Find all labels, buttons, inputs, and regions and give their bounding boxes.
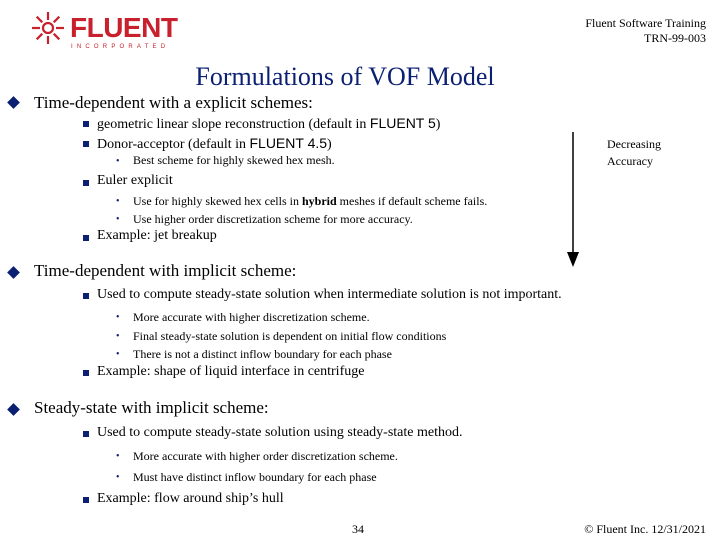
level3-bullet-icon: • bbox=[116, 214, 120, 225]
accuracy-label-line: Decreasing bbox=[607, 137, 661, 151]
sub-item: Final steady-state solution is dependent on initial flow conditions bbox=[133, 329, 447, 343]
level3-bullet-icon: • bbox=[116, 472, 120, 483]
level2-bullet-icon bbox=[83, 235, 89, 241]
list-item bbox=[97, 115, 440, 133]
list-item-text-emphasis: FLUENT 4.5 bbox=[249, 135, 328, 151]
list-item: Used to compute steady-state solution using steady-state method. bbox=[97, 425, 463, 440]
level2-bullet-icon bbox=[83, 141, 89, 147]
list-item: Example: jet breakup bbox=[97, 228, 217, 243]
section-heading: Steady-state with implicit scheme: bbox=[34, 398, 269, 417]
section-heading: Time-dependent with implicit scheme: bbox=[34, 261, 297, 280]
list-item: Euler explicit bbox=[97, 173, 173, 188]
list-item: Example: shape of liquid interface in centrifuge bbox=[97, 364, 365, 379]
down-arrow-icon bbox=[566, 132, 580, 268]
level1-bullet-icon bbox=[7, 403, 20, 416]
level2-bullet-icon bbox=[83, 431, 89, 437]
logo-wordmark: FLUENT bbox=[70, 12, 178, 43]
level2-bullet-icon bbox=[83, 370, 89, 376]
sub-item-bold-text: hybrid bbox=[301, 194, 337, 208]
level1-bullet-icon bbox=[7, 266, 20, 279]
list-item-text: ) bbox=[435, 117, 441, 132]
level2-bullet-icon bbox=[83, 121, 89, 127]
sub-item: More accurate with higher order discretization scheme. bbox=[133, 449, 398, 463]
sub-item bbox=[133, 194, 487, 209]
sub-item-text: Use for highly skewed hex cells in bbox=[133, 194, 302, 208]
sub-item: Use higher order discretization scheme for more accuracy. bbox=[133, 212, 413, 226]
level2-bullet-icon bbox=[83, 180, 89, 186]
level2-bullet-icon bbox=[83, 293, 89, 299]
list-item-text-emphasis: FLUENT 5 bbox=[369, 115, 436, 131]
accuracy-label-line: Accuracy bbox=[607, 154, 653, 168]
list-item: Example: flow around ship’s hull bbox=[97, 491, 284, 506]
level3-bullet-icon: • bbox=[116, 312, 120, 323]
slide-title: Formulations of VOF Model bbox=[195, 62, 495, 91]
header-training-title: Fluent Software Training bbox=[585, 16, 706, 30]
section-heading: Time-dependent with a explicit schemes: bbox=[34, 93, 313, 112]
sub-item-text: meshes if default scheme fails. bbox=[336, 194, 488, 208]
level1-bullet-icon bbox=[7, 96, 20, 109]
list-item: Used to compute steady-state solution when intermediate solution is not important. bbox=[97, 287, 562, 302]
list-item-text: geometric linear slope reconstruction (default in bbox=[97, 117, 370, 132]
sub-item: More accurate with higher discretization scheme. bbox=[133, 310, 370, 324]
list-item bbox=[97, 135, 332, 153]
header-course-code: TRN-99-003 bbox=[644, 31, 706, 45]
level3-bullet-icon: • bbox=[116, 331, 120, 342]
logo-subtitle: INCORPORATED bbox=[71, 44, 170, 50]
fluent-emblem-icon bbox=[30, 10, 66, 46]
level3-bullet-icon: • bbox=[116, 156, 120, 167]
level3-bullet-icon: • bbox=[116, 196, 120, 207]
sub-item: There is not a distinct inflow boundary for each phase bbox=[133, 347, 392, 361]
sub-item: Best scheme for highly skewed hex mesh. bbox=[133, 153, 335, 167]
level3-bullet-icon: • bbox=[116, 349, 120, 360]
sub-item: Must have distinct inflow boundary for each phase bbox=[133, 470, 377, 484]
copyright-notice: © Fluent Inc. 12/31/2021 bbox=[584, 522, 706, 536]
list-item-text: Donor-acceptor (default in bbox=[97, 137, 250, 152]
page-number: 34 bbox=[352, 522, 364, 536]
accuracy-label bbox=[607, 136, 661, 170]
level2-bullet-icon bbox=[83, 497, 89, 503]
list-item-text: ) bbox=[327, 137, 332, 152]
level3-bullet-icon: • bbox=[116, 451, 120, 462]
